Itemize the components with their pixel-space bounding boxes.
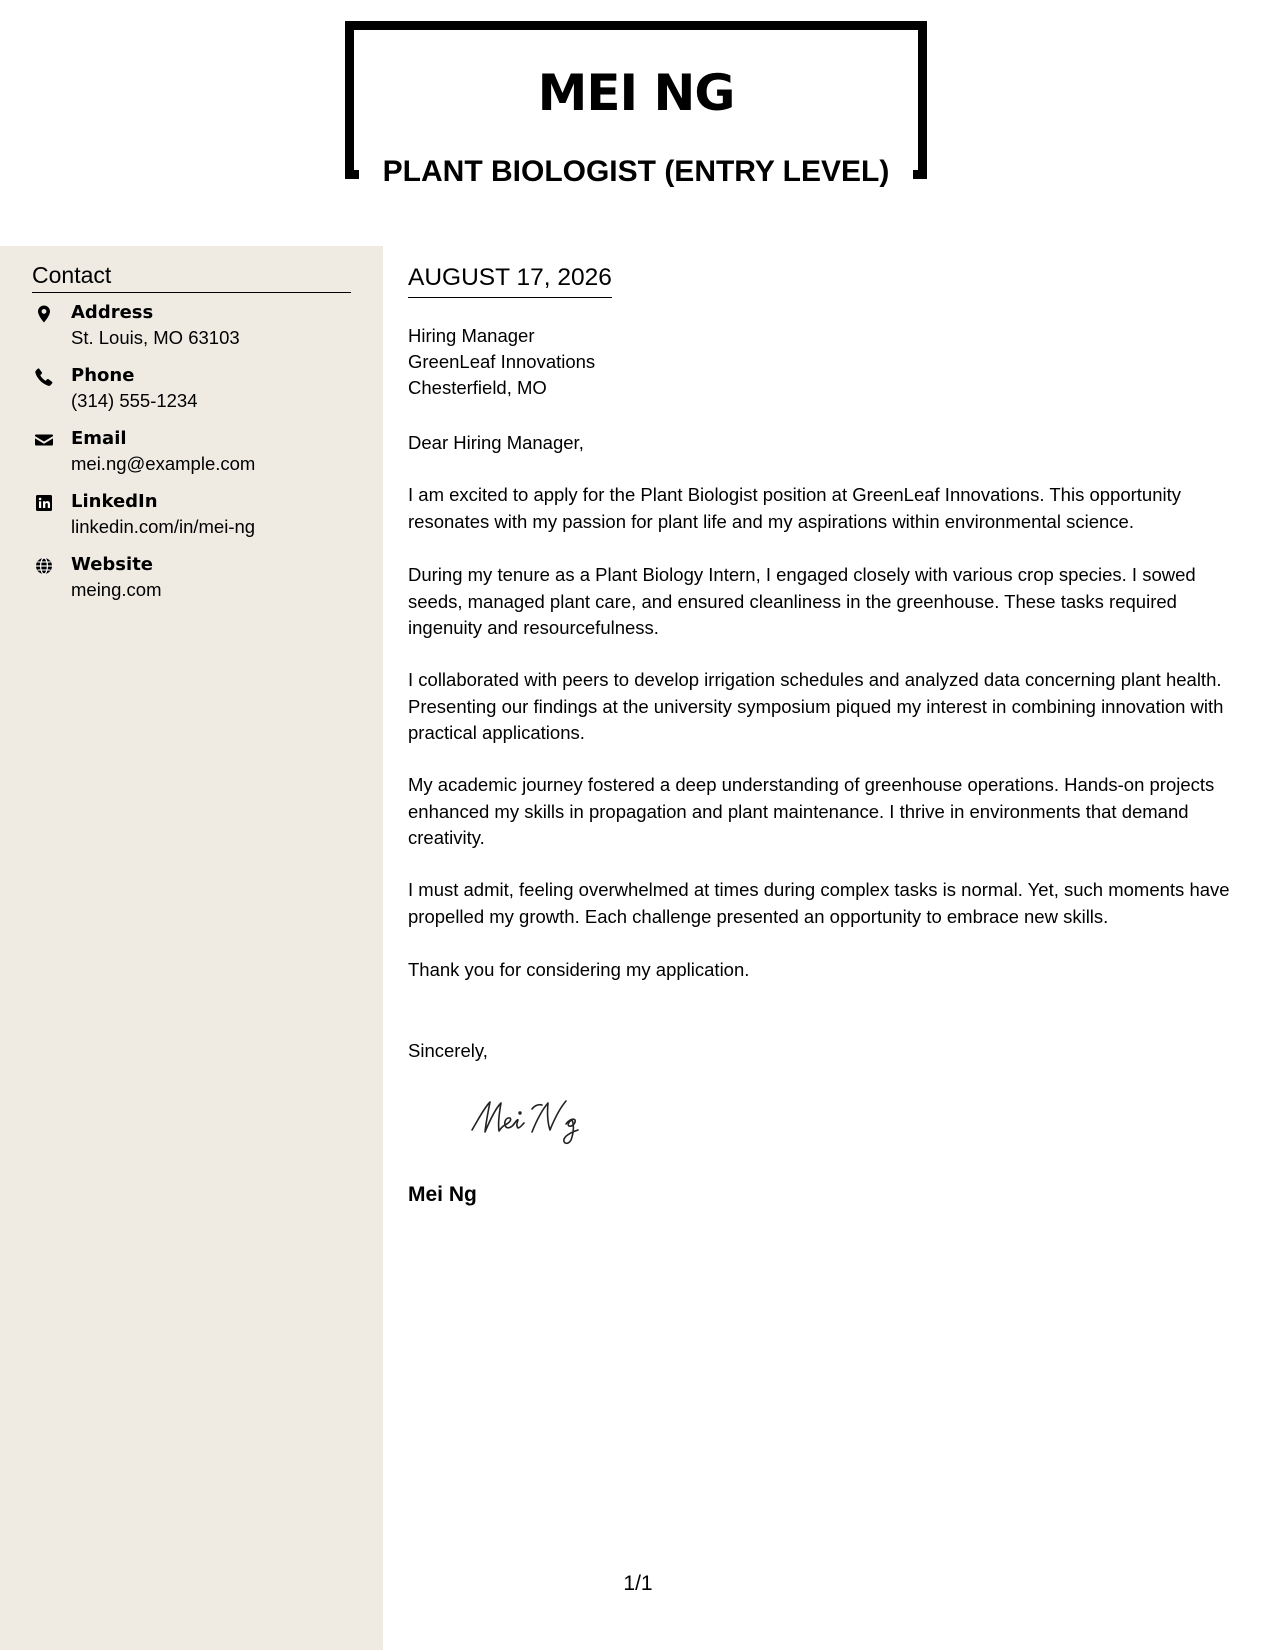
recipient-company: GreenLeaf Innovations (408, 351, 596, 372)
contact-value: meing.com (71, 579, 162, 600)
contact-value: linkedin.com/in/mei-ng (71, 516, 256, 537)
recipient-location: Chesterfield, MO (408, 377, 547, 398)
recipient-block (408, 323, 595, 401)
paragraph: I collaborated with peers to develop irrigation schedules and analyzed data concerning plant health. Presenting our findings at the university symposium piqued my interest in combining innovation with practical applications. (408, 669, 1224, 743)
contact-item-email (32, 427, 362, 483)
contact-sidebar (0, 246, 383, 1650)
frame-top-bar (345, 21, 927, 30)
contact-item-website (32, 553, 362, 609)
paragraph: I am excited to apply for the Plant Biologist position at GreenLeaf Innovations. This opportunity resonates with my passion for plant life and my aspirations within environmental science. (408, 484, 1181, 532)
salutation: Dear Hiring Manager, (408, 432, 584, 453)
job-title-text: PLANT BIOLOGIST (ENTRY LEVEL) (373, 155, 900, 188)
linkedin-icon (34, 493, 54, 513)
contact-value: mei.ng@example.com (71, 453, 256, 474)
signer-name: Mei Ng (408, 1183, 477, 1206)
contact-item-linkedin (32, 490, 362, 546)
contact-item-phone (32, 364, 362, 420)
phone-icon (34, 367, 54, 387)
contact-label: LinkedIn (71, 491, 158, 512)
job-title-heading (345, 152, 927, 192)
letter-date: AUGUST 17, 2026 (408, 263, 612, 298)
contact-value: (314) 555-1234 (71, 390, 198, 411)
contact-label: Phone (71, 365, 135, 386)
paragraph: Thank you for considering my application. (408, 959, 750, 980)
envelope-icon (34, 430, 54, 450)
paragraph: I must admit, feeling overwhelmed at times during complex tasks is normal. Yet, such moments have propelled my growth. Each challenge presented an opportunity to embrace new skills. (408, 879, 1230, 927)
contact-item-address (32, 301, 362, 357)
contact-value: St. Louis, MO 63103 (71, 327, 240, 348)
globe-icon (34, 556, 54, 576)
applicant-name-heading: MEI NG (537, 64, 735, 122)
map-pin-icon (34, 304, 54, 324)
paragraph: My academic journey fostered a deep understanding of greenhouse operations. Hands-on projects enhanced my skills in propagation and plant maintenance. I thrive in environments that demand creativity. (408, 774, 1215, 848)
contact-heading: Contact (32, 260, 351, 293)
page-number: 1/1 (623, 1572, 653, 1595)
recipient-title: Hiring Manager (408, 325, 535, 346)
contact-label: Email (71, 428, 127, 449)
paragraph: During my tenure as a Plant Biology Intern, I engaged closely with various crop species. I sowed seeds, managed plant care, and ensured cleanliness in the greenhouse. These tasks required ingenuity and resourcefulness. (408, 564, 1196, 638)
contact-label: Website (71, 554, 154, 575)
handwritten-signature (468, 1090, 618, 1150)
contact-label: Address (71, 302, 154, 323)
closing: Sincerely, (408, 1040, 488, 1061)
